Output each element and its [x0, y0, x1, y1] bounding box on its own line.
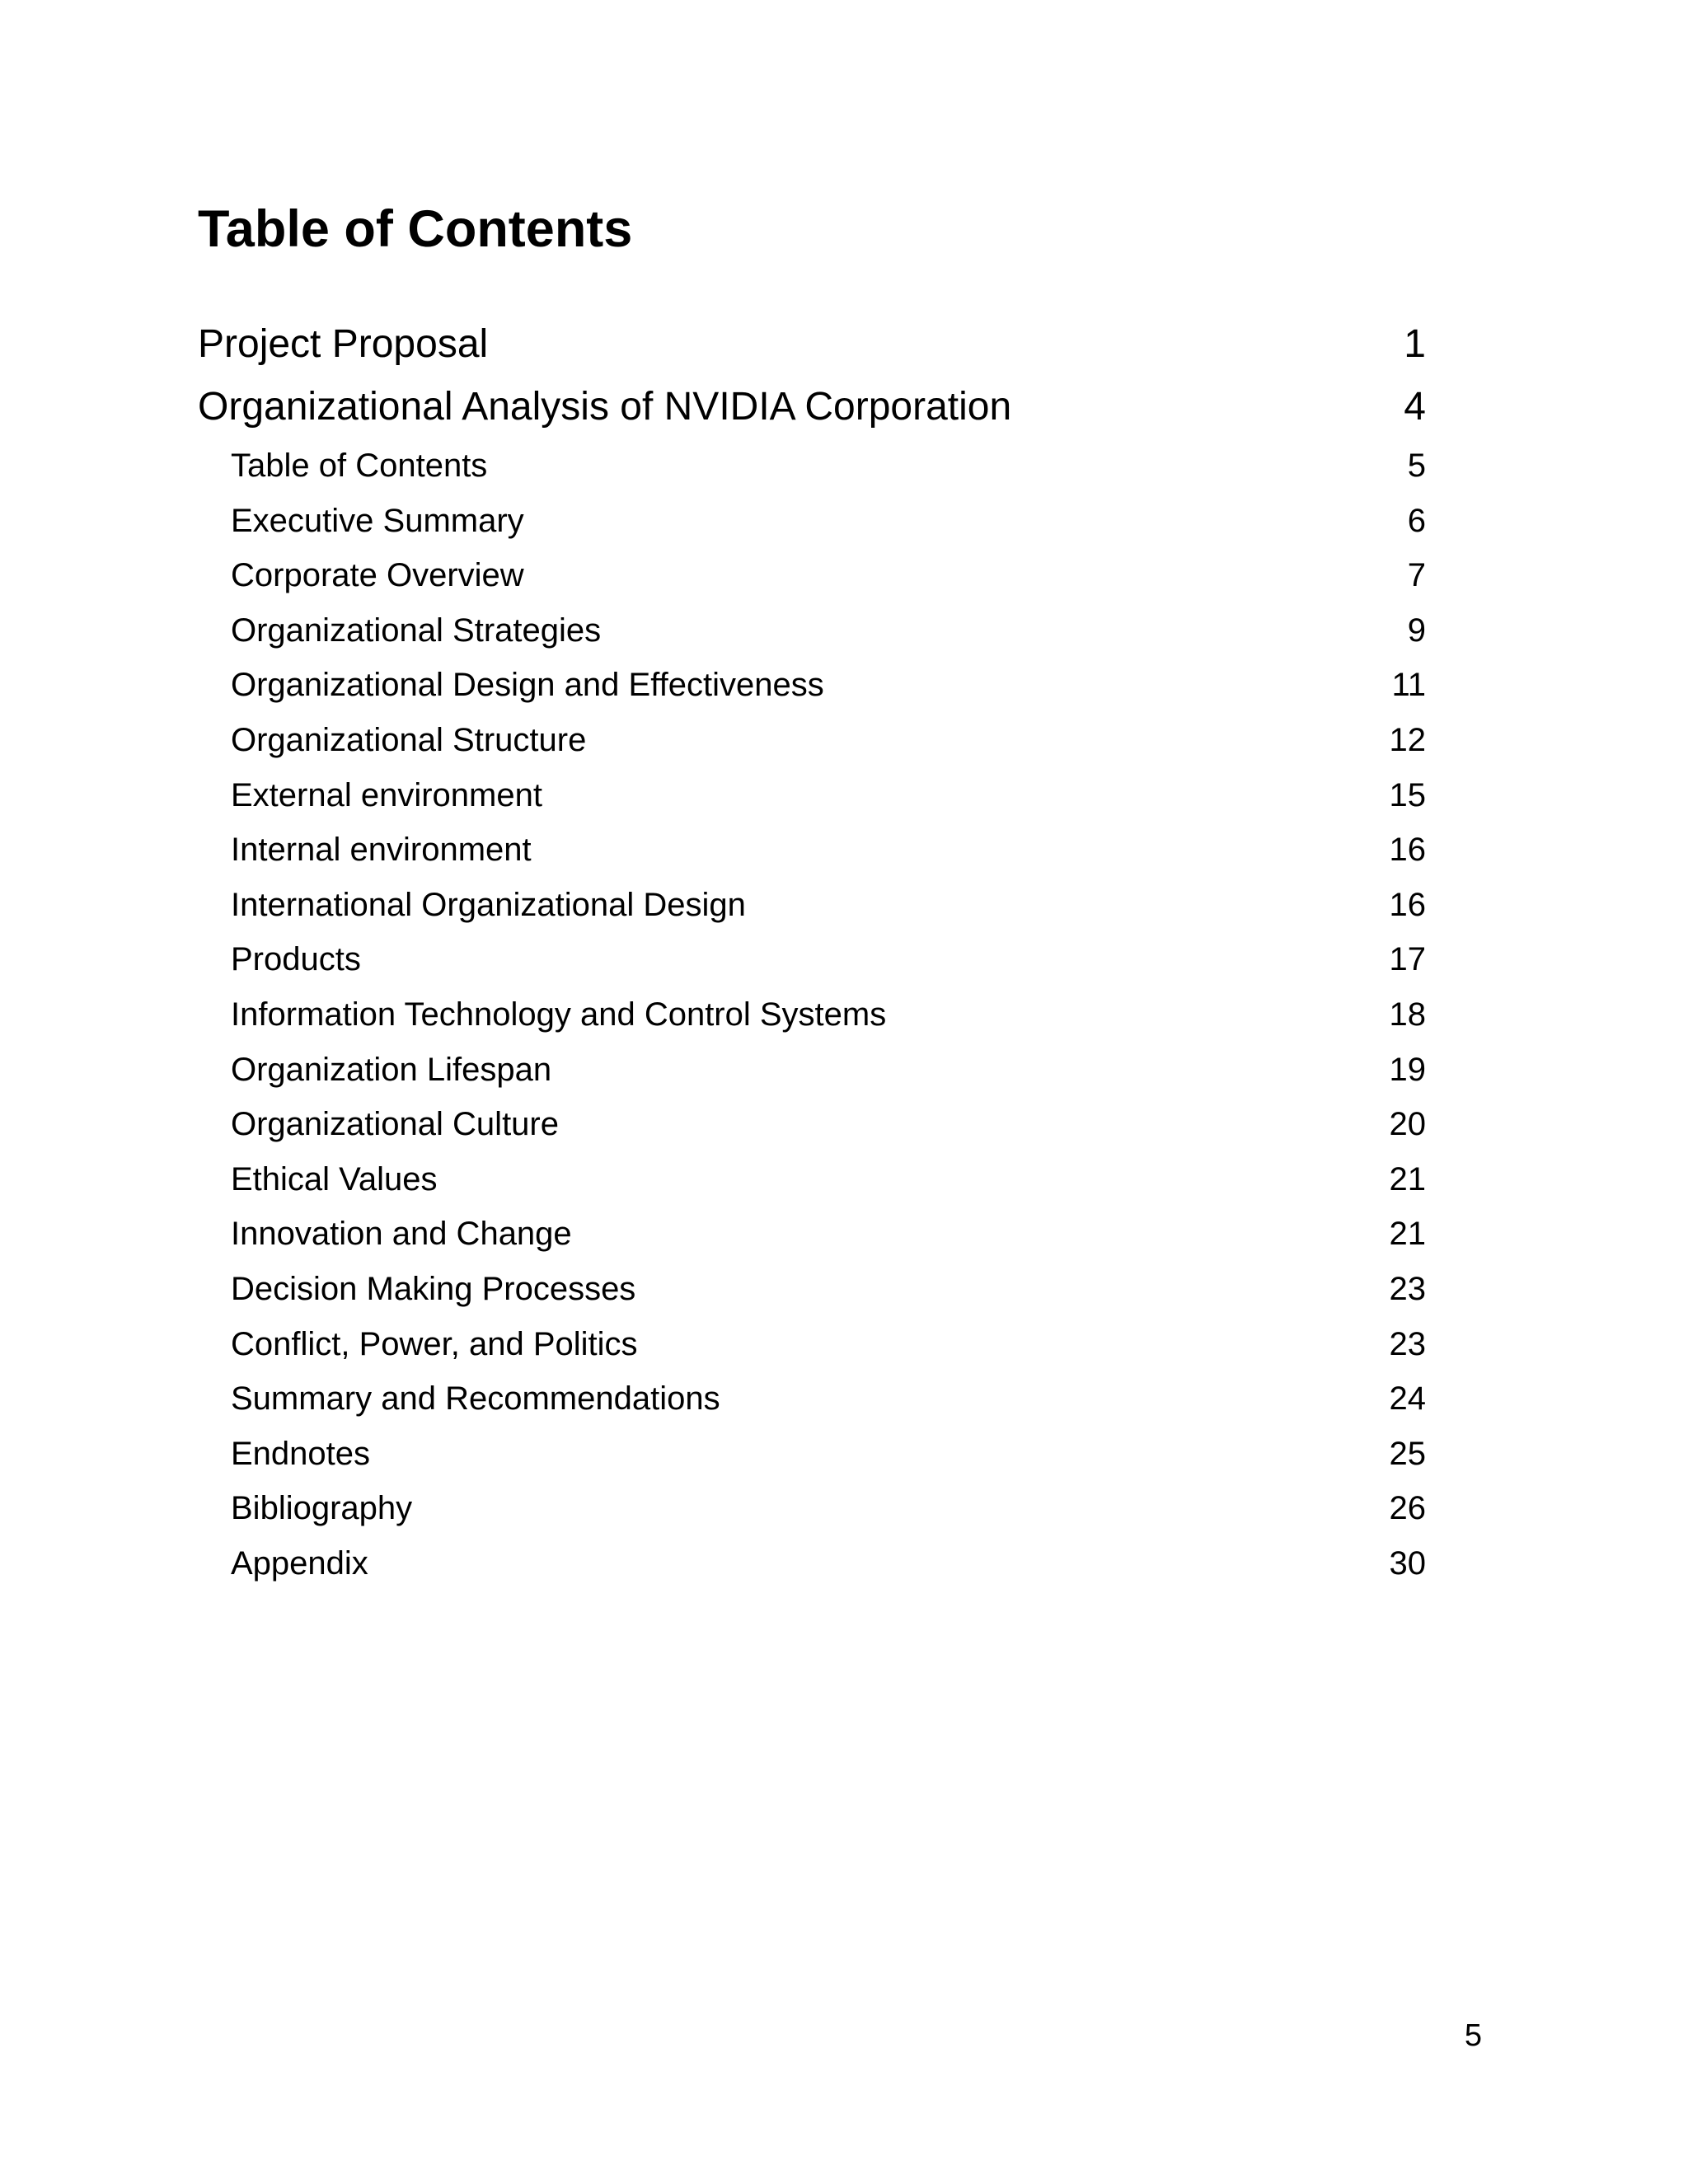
toc-entry-page: 5 — [1407, 448, 1426, 484]
toc-entry-title: Conflict, Power, and Politics — [231, 1325, 638, 1362]
toc-entry-page: 30 — [1389, 1544, 1426, 1582]
toc-entry-page: 6 — [1407, 502, 1426, 539]
toc-entry-page: 20 — [1389, 1106, 1426, 1143]
toc-entry-page: 23 — [1389, 1270, 1426, 1307]
toc-entry-page: 15 — [1389, 776, 1426, 813]
toc-entry-page: 23 — [1389, 1325, 1426, 1362]
toc-entry-title: Organizational Strategies — [231, 612, 602, 649]
toc-entry[interactable] — [0, 548, 1688, 603]
toc-entry-title: Endnotes — [231, 1435, 371, 1472]
toc-entry-title: International Organizational Design — [231, 886, 746, 923]
toc-entry[interactable] — [0, 1371, 1688, 1427]
toc-entry[interactable] — [0, 1536, 1688, 1591]
toc-entry-page: 7 — [1407, 557, 1426, 594]
toc-entry-title: Decision Making Processes — [231, 1270, 636, 1307]
toc-entry-page: 16 — [1389, 886, 1426, 923]
toc-entry-page: 19 — [1389, 1051, 1426, 1088]
toc-entry[interactable] — [0, 713, 1688, 768]
toc-entry-page: 12 — [1389, 721, 1426, 758]
toc-entry[interactable] — [0, 1262, 1688, 1317]
toc-entry-title: Summary and Recommendations — [231, 1380, 720, 1418]
toc-entry[interactable] — [0, 768, 1688, 823]
toc-entry[interactable] — [0, 1207, 1688, 1262]
toc-entry-title: Organization Lifespan — [231, 1051, 552, 1088]
toc-entry-page: 11 — [1391, 667, 1426, 704]
toc-entry[interactable] — [0, 438, 1688, 494]
toc-entry[interactable] — [0, 603, 1688, 658]
toc-entry[interactable] — [0, 1427, 1688, 1482]
toc-entry-title: Organizational Culture — [231, 1106, 559, 1143]
toc-entry[interactable] — [0, 1481, 1688, 1536]
toc-entry-title: Innovation and Change — [231, 1216, 572, 1253]
toc-entry-title: Organizational Design and Effectiveness — [231, 667, 824, 704]
toc-entry-page: 16 — [1389, 832, 1426, 869]
toc-entry-page: 1 — [1404, 322, 1426, 366]
toc-entry-page: 17 — [1389, 941, 1426, 978]
toc-entry[interactable] — [0, 1097, 1688, 1152]
toc-entry-title: Ethical Values — [231, 1160, 438, 1197]
toc-entry[interactable] — [0, 376, 1688, 438]
toc-entry-title: Table of Contents — [231, 448, 488, 484]
toc-entry[interactable] — [0, 1043, 1688, 1098]
toc-entry-page: 21 — [1389, 1160, 1426, 1197]
toc-entry-title: Internal environment — [231, 832, 532, 869]
toc-entry[interactable] — [0, 823, 1688, 878]
toc-entry-page: 26 — [1389, 1490, 1426, 1527]
toc-entry-page: 9 — [1407, 612, 1426, 649]
toc-entry-title: Bibliography — [231, 1490, 413, 1527]
toc-entry[interactable] — [0, 313, 1688, 376]
toc-list — [0, 313, 1688, 1591]
toc-entry[interactable] — [0, 932, 1688, 987]
toc-entry-page: 24 — [1389, 1380, 1426, 1418]
toc-entry-title: Organizational Analysis of NVIDIA Corporation — [198, 385, 1012, 429]
toc-entry-title: Organizational Structure — [231, 721, 587, 758]
toc-entry-title: Project Proposal — [198, 322, 489, 366]
toc-entry[interactable] — [0, 878, 1688, 933]
toc-entry-page: 25 — [1389, 1435, 1426, 1472]
toc-entry-title: Appendix — [231, 1544, 368, 1582]
toc-entry[interactable] — [0, 658, 1688, 713]
toc-entry-title: Information Technology and Control Systems — [231, 996, 887, 1033]
toc-entry-title: Products — [231, 941, 361, 978]
toc-entry-page: 4 — [1404, 385, 1426, 429]
toc-entry-title: External environment — [231, 776, 542, 813]
toc-entry[interactable] — [0, 1152, 1688, 1207]
toc-entry[interactable] — [0, 494, 1688, 549]
toc-entry-page: 21 — [1389, 1216, 1426, 1253]
toc-entry[interactable] — [0, 1317, 1688, 1372]
toc-entry-title: Executive Summary — [231, 502, 524, 539]
page-title: Table of Contents — [198, 200, 633, 258]
toc-entry-page: 18 — [1389, 996, 1426, 1033]
page-number: 5 — [1464, 2018, 1482, 2053]
toc-entry[interactable] — [0, 987, 1688, 1043]
toc-entry-title: Corporate Overview — [231, 557, 524, 594]
